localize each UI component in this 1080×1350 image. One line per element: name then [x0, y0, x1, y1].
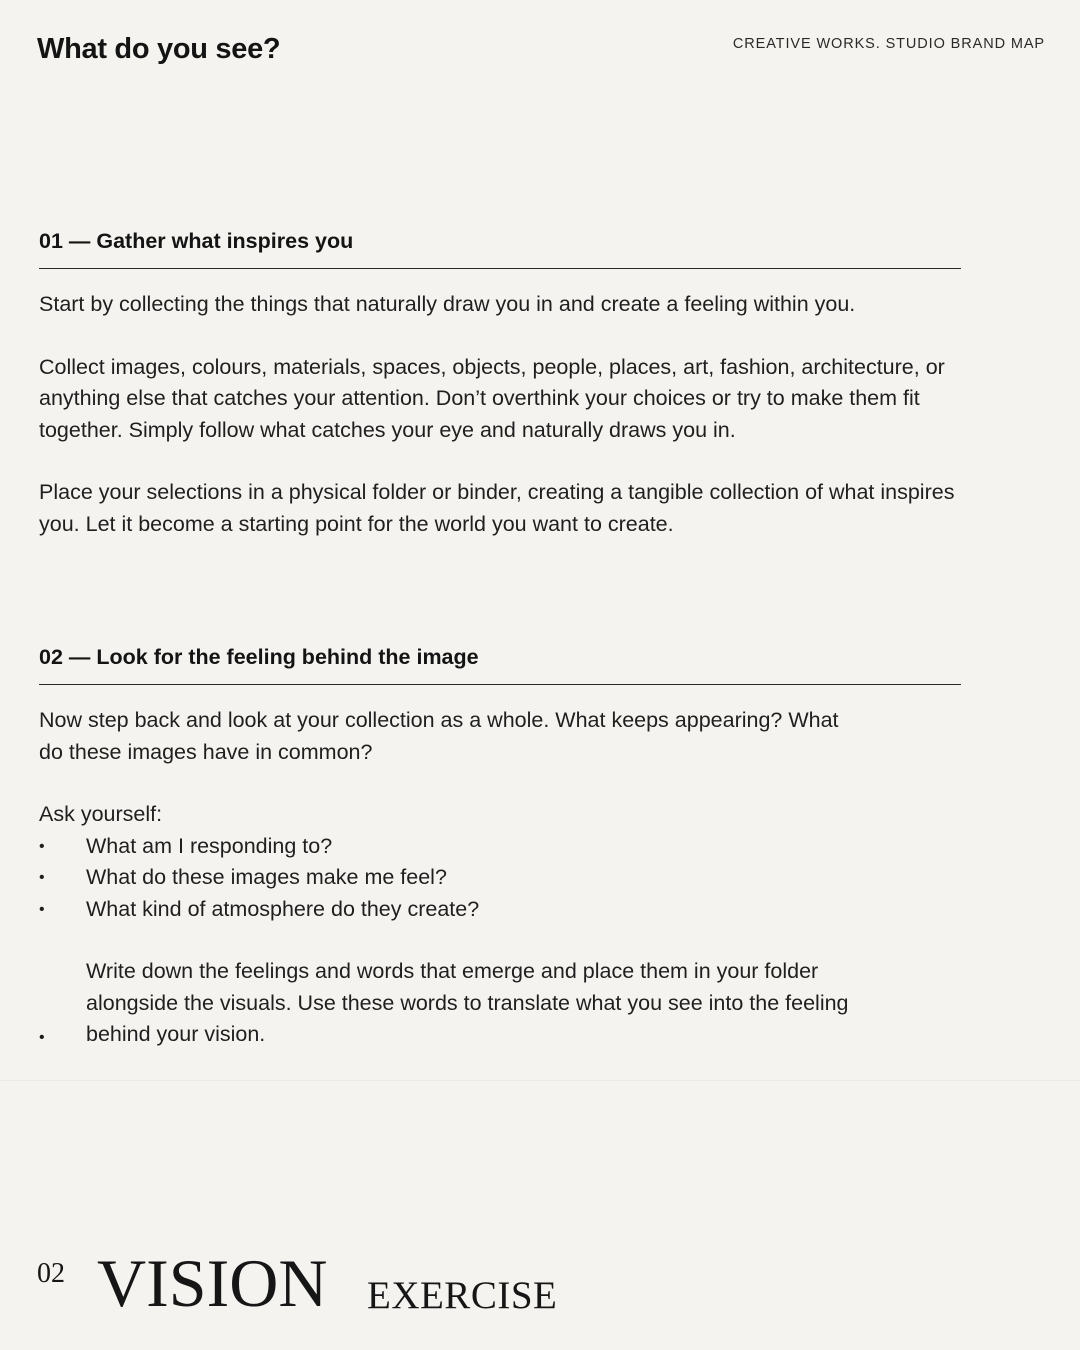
closing-text: Write down the feelings and words that emerge and place them in your folder alongside the visuals. Use these words to translate what you see into the feeling behind your vision. [86, 959, 849, 1046]
ask-yourself-prompt: Ask yourself: [39, 802, 163, 826]
paragraph: Collect images, colours, materials, spaces, objects, people, places, art, fashion, architecture, or anything else that catches your attention. Don’t overthink your choices or try to make them fit together. Simply follow what catches your eye and naturally draws you in. [39, 354, 945, 442]
list-item [39, 831, 961, 863]
paragraph: Start by collecting the things that naturally draw you in and create a feeling within you. [39, 292, 856, 316]
list-item [39, 894, 961, 926]
list-item-text: What am I responding to? [86, 833, 333, 858]
list-item [39, 862, 961, 894]
paragraph: Now step back and look at your collection as a whole. What keeps appearing? What do these images have in common? [39, 708, 839, 764]
section-feeling-behind-image [39, 643, 961, 1051]
chapter-label: EXERCISE [367, 1274, 558, 1317]
list-item-text: What do these images make me feel? [86, 865, 447, 889]
brand-tag: CREATIVE WORKS. STUDIO BRAND MAP [732, 36, 1045, 52]
section-divider [39, 268, 961, 269]
page-title: What do you see? [37, 33, 281, 65]
question-list [39, 831, 961, 926]
bullet-icon: • [39, 1029, 45, 1046]
chapter-word: VISION [97, 1245, 328, 1321]
section-divider [39, 684, 961, 685]
bullet-icon: • [39, 837, 45, 855]
chapter-number: 02 [37, 1258, 65, 1289]
paper-fold-line [0, 1080, 1080, 1082]
paragraph: Place your selections in a physical folder or binder, creating a tangible collection of what inspires you. Let it become a starting point for the world you want to create. [39, 480, 955, 536]
bullet-icon: • [39, 869, 45, 886]
section-gather-inspiration [39, 227, 961, 540]
section-heading: 02 — Look for the feeling behind the image [39, 645, 479, 669]
section-heading: 01 — Gather what inspires you [39, 229, 354, 253]
bullet-icon: • [39, 900, 45, 918]
list-item-text: What kind of atmosphere do they create? [86, 896, 480, 921]
closing-list-item [39, 956, 961, 1051]
